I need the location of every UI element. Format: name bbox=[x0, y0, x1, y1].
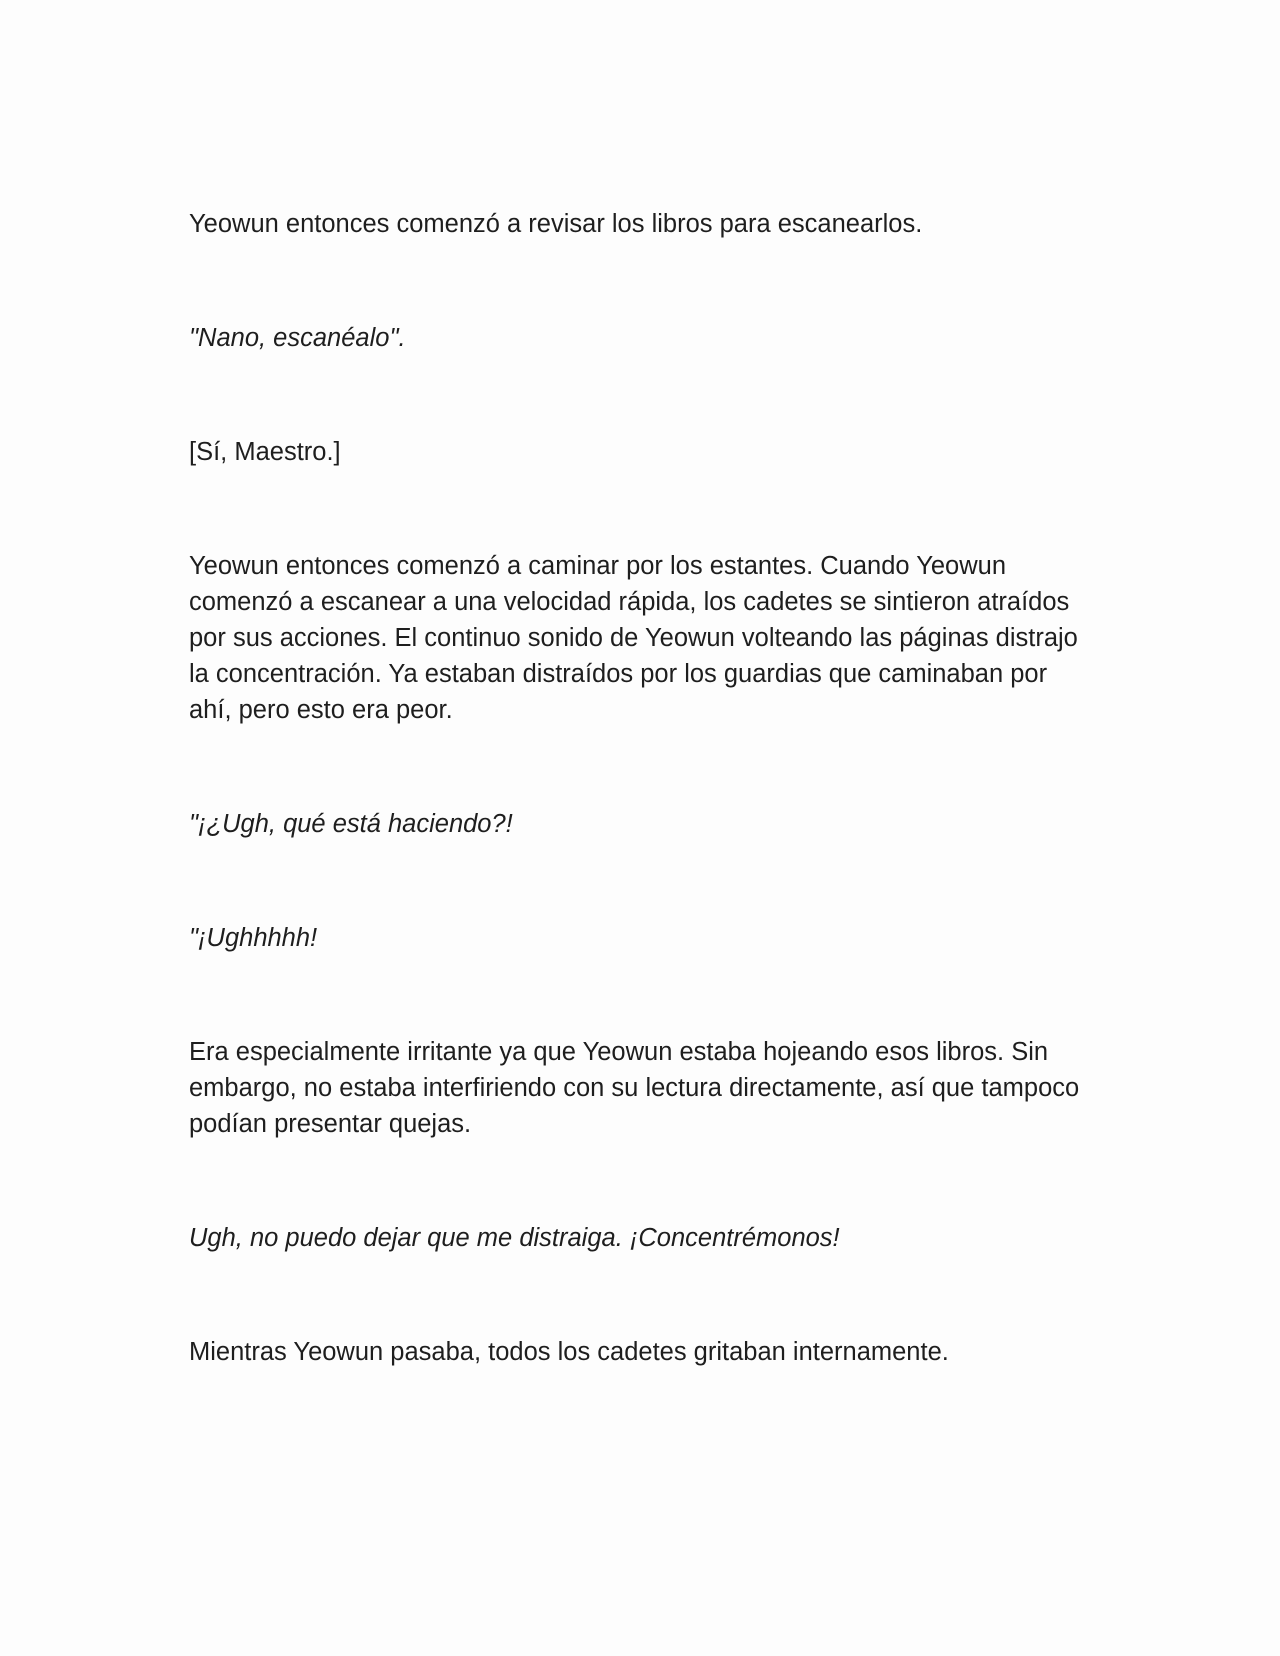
paragraph-narration-shelves: Yeowun entonces comenzó a caminar por los estantes. Cuando Yeowun comenzó a escanear a una velocidad rápida, los cadetes se sintieron atraídos por sus acciones. El continuo sonido de Yeowun volteando las páginas distrajo la concentración. Ya estaban distraídos por los guardias que caminaban por ahí, pero esto era peor. bbox=[189, 552, 1078, 724]
paragraph-narration-irritating: Era especialmente irritante ya que Yeowun estaba hojeando esos libros. Sin embargo, no estaba interfiriendo con su lectura directamente, así que tampoco podían presentar quejas. bbox=[189, 1038, 1080, 1138]
paragraph-dialogue-nano: "Nano, escanéalo". bbox=[189, 324, 406, 352]
paragraph-system-reply: [Sí, Maestro.] bbox=[189, 438, 341, 466]
paragraph-narration-cadets: Mientras Yeowun pasaba, todos los cadetes gritaban internamente. bbox=[189, 1338, 949, 1366]
paragraph-dialogue-ughhhhh: "¡Ughhhhh! bbox=[189, 924, 318, 952]
paragraph-dialogue-ugh: "¡¿Ugh, qué está haciendo?! bbox=[189, 810, 513, 838]
paragraph-inner-thought: Ugh, no puedo dejar que me distraiga. ¡Concentrémonos! bbox=[189, 1224, 840, 1252]
paragraph-narration-scan: Yeowun entonces comenzó a revisar los libros para escanearlos. bbox=[189, 210, 923, 238]
